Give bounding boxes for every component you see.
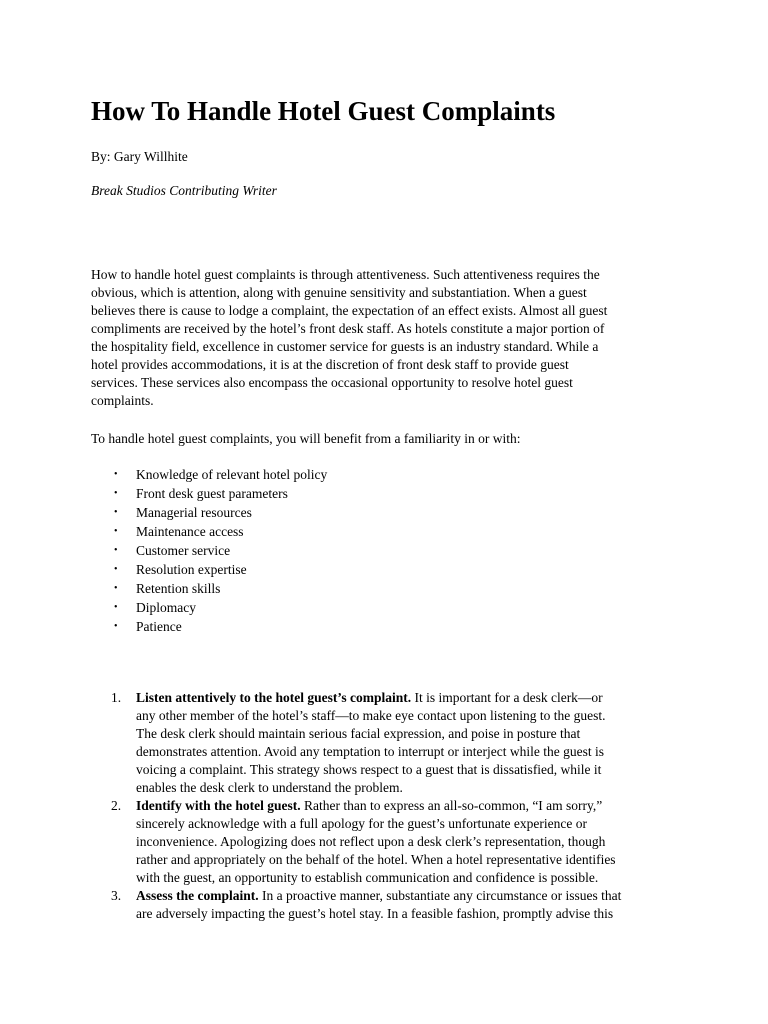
step-line: any other member of the hotel’s staff—to make eye contact upon listening to the guest.	[136, 708, 606, 723]
step-line: enables the desk clerk to understand the problem.	[136, 780, 403, 795]
step-first-line	[136, 887, 691, 905]
author-role: Break Studios Contributing Writer	[91, 183, 277, 198]
step-heading: Identify with the hotel guest.	[136, 798, 301, 813]
step-line: voicing a complaint. This strategy shows respect to a guest that is dissatisfied, while it	[136, 762, 602, 777]
step-line: sincerely acknowledge with a full apology for the guest’s unfortunate experience or	[136, 816, 587, 831]
skill-label: Retention skills	[136, 581, 221, 596]
skill-label: Customer service	[136, 543, 231, 558]
list-item	[91, 617, 327, 636]
step-first-line	[136, 689, 691, 707]
list-item	[91, 560, 327, 579]
step-number: 3.	[111, 888, 122, 903]
document-title: How To Handle Hotel Guest Complaints	[91, 96, 556, 126]
list-item	[91, 598, 327, 617]
skill-label: Diplomacy	[136, 600, 196, 615]
list-item	[91, 579, 327, 598]
skill-label: Knowledge of relevant hotel policy	[136, 467, 328, 482]
step-number: 1.	[111, 690, 122, 705]
skill-label: Patience	[136, 619, 182, 634]
intro-line: believes there is cause to lodge a complaint, the expectation of an effect exists. Almost all guest	[91, 303, 608, 318]
list-item	[91, 465, 327, 484]
intro-line: the hospitality field, excellence in customer service for guests is an industry standard. While a	[91, 339, 599, 354]
step-text: Rather than to express an all-so-common, “I am sorry,”	[300, 798, 603, 813]
step-line: inconvenience. Apologizing does not reflect upon a desk clerk’s representation, though	[136, 834, 606, 849]
step-first-line	[136, 797, 691, 815]
author-byline: By: Gary Willhite	[91, 149, 188, 164]
step-line: with the guest, an opportunity to establish communication and confidence is possible.	[136, 870, 599, 885]
step-text: It is important for a desk clerk—or	[411, 690, 603, 705]
skills-list	[91, 465, 327, 636]
bullet-icon: •	[114, 583, 118, 594]
bullet-icon: •	[114, 488, 118, 499]
step-heading: Assess the complaint.	[136, 888, 259, 903]
skill-label: Resolution expertise	[136, 562, 247, 577]
bullet-icon: •	[114, 564, 118, 575]
bullet-icon: •	[114, 621, 118, 632]
step-line: rather and appropriately on the behalf of the hotel. When a hotel representative identifies	[136, 852, 616, 867]
step-item	[91, 689, 691, 797]
step-text: In a proactive manner, substantiate any circumstance or issues that	[258, 888, 622, 903]
skill-label: Front desk guest parameters	[136, 486, 288, 501]
bullet-icon: •	[114, 602, 118, 613]
step-heading: Listen attentively to the hotel guest’s complaint.	[136, 690, 412, 705]
step-number: 2.	[111, 798, 122, 813]
list-item	[91, 503, 327, 522]
step-item	[91, 887, 691, 923]
list-intro: To handle hotel guest complaints, you will benefit from a familiarity in or with:	[91, 431, 521, 446]
step-line: The desk clerk should maintain serious facial expression, and poise in posture that	[136, 726, 581, 741]
intro-line: obvious, which is attention, along with genuine sensitivity and substantiation. When a guest	[91, 285, 587, 300]
bullet-icon: •	[114, 507, 118, 518]
intro-line: hotel provides accommodations, it is at the discretion of front desk staff to provide guest	[91, 357, 569, 372]
step-line: are adversely impacting the guest’s hotel stay. In a feasible fashion, promptly advise this	[136, 906, 614, 921]
intro-paragraph	[91, 266, 681, 410]
bullet-icon: •	[114, 526, 118, 537]
list-item	[91, 541, 327, 560]
list-item	[91, 522, 327, 541]
list-item	[91, 484, 327, 503]
skill-label: Maintenance access	[136, 524, 244, 539]
steps-list	[91, 689, 691, 923]
intro-line: compliments are received by the hotel’s front desk staff. As hotels constitute a major portion of	[91, 321, 605, 336]
skill-label: Managerial resources	[136, 505, 252, 520]
intro-line: services. These services also encompass the occasional opportunity to resolve hotel guest	[91, 375, 573, 390]
intro-line: complaints.	[91, 393, 154, 408]
intro-line: How to handle hotel guest complaints is through attentiveness. Such attentiveness requires the	[91, 267, 600, 282]
bullet-icon: •	[114, 469, 118, 480]
step-line: demonstrates attention. Avoid any temptation to interrupt or interject while the guest is	[136, 744, 605, 759]
step-item	[91, 797, 691, 887]
bullet-icon: •	[114, 545, 118, 556]
